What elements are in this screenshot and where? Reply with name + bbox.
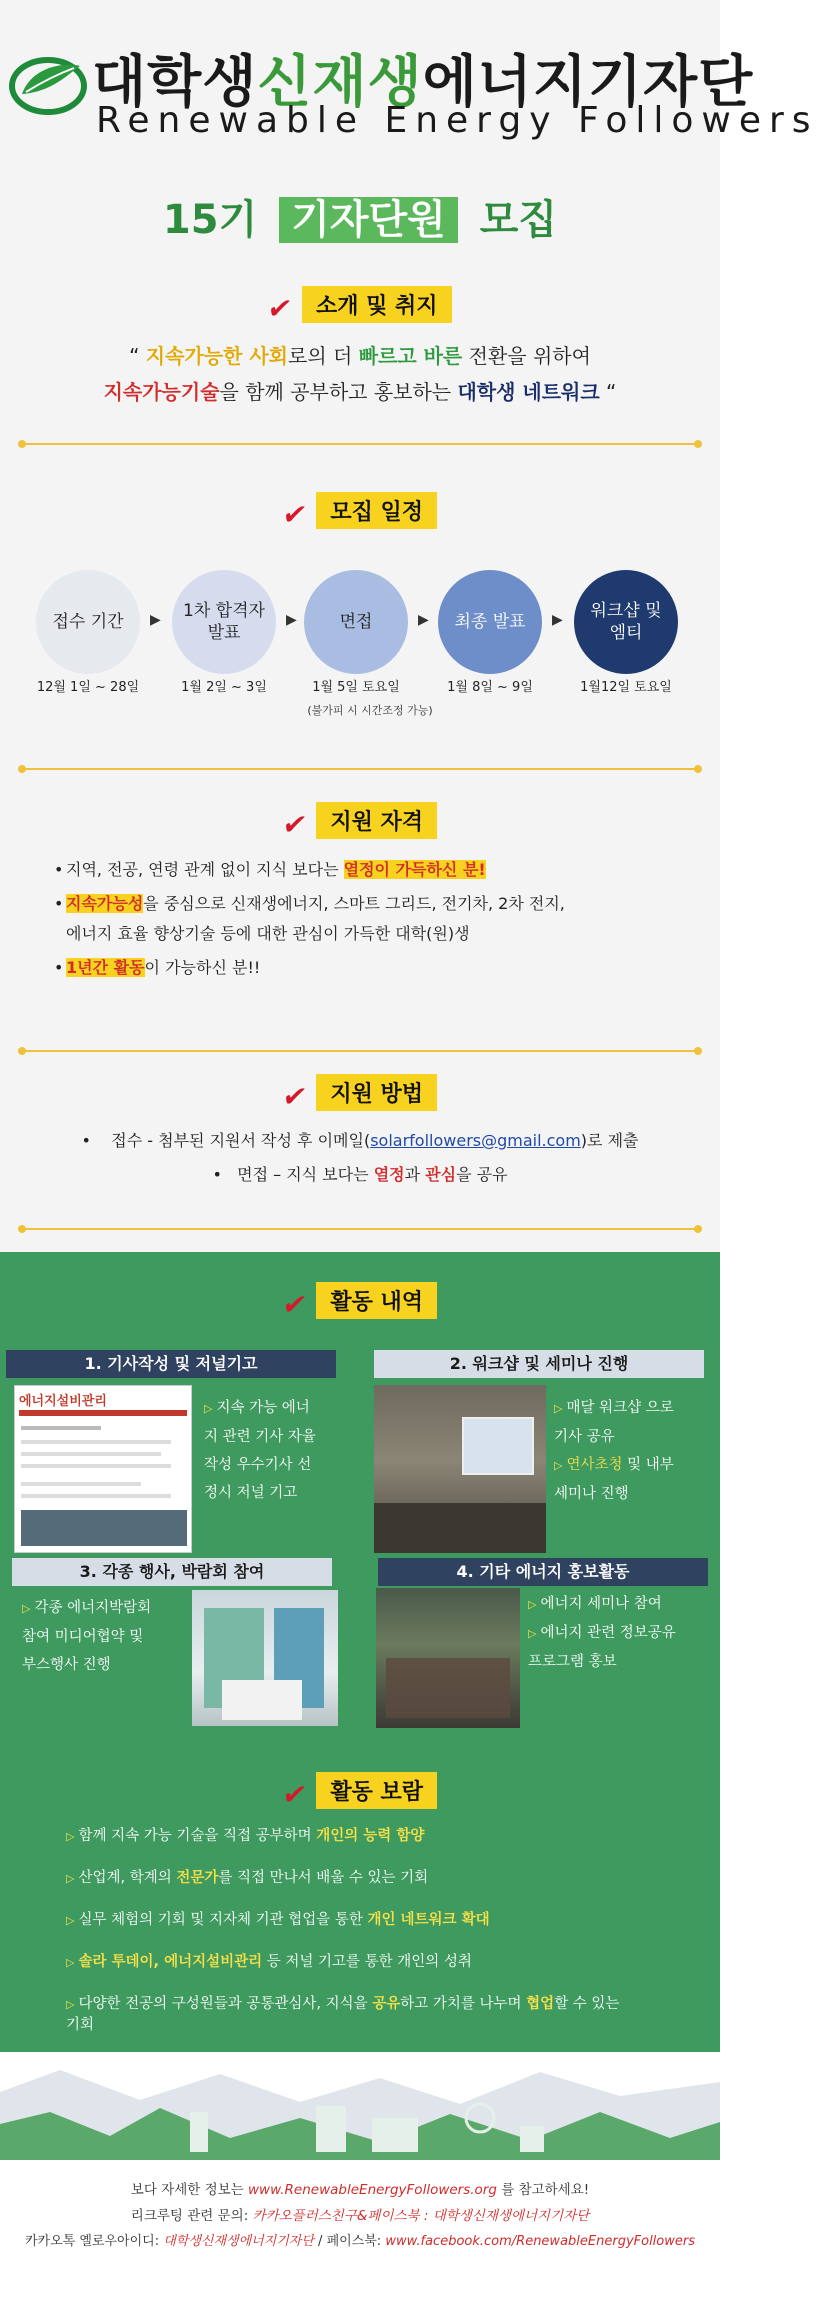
activity-3-text <box>22 1594 151 1679</box>
act1-line-1: 지속 가능 에너 <box>216 1400 310 1416</box>
benefit-3-text: 실무 체험의 기회 및 지자체 기관 협업을 통한 <box>78 1912 368 1928</box>
arrow-right-icon: ▶ <box>552 612 563 628</box>
act1-line-4: 정시 저널 기고 <box>204 1485 298 1501</box>
benefit-4-hl: 솔라 투데이, 에너지설비관리 <box>78 1954 263 1970</box>
recruit-word: 모집 <box>479 197 558 243</box>
footer-text-2: 를 참고하세요! <box>496 2182 590 2198</box>
act2-line-2: 기사 공유 <box>554 1429 615 1445</box>
method-section-title <box>0 1074 720 1113</box>
triangle-bullet-icon: ▷ <box>204 1402 213 1415</box>
arrow-right-icon: ▶ <box>418 612 429 628</box>
activities-title-label: 활동 내역 <box>316 1282 437 1319</box>
benefit-4-text: 등 저널 기고를 통한 개인의 성취 <box>262 1954 472 1970</box>
benefit-1-text: 함께 지속 가능 기술을 직접 공부하며 <box>78 1828 317 1844</box>
benefit-5: ▷ 다양한 전공의 구성원들과 공통관심사, 지식을 공유하고 가치를 나누며 협업할 수 있는 기회 <box>66 1996 620 2033</box>
triangle-bullet-icon: ▷ <box>22 1602 31 1615</box>
quote-close: “ <box>599 380 617 404</box>
act2-hl: 연사초청 <box>566 1457 623 1473</box>
method-text-4: 과 <box>404 1165 426 1184</box>
recruit-headline <box>0 188 720 245</box>
checkmark-icon: ✔ <box>280 1080 310 1113</box>
schedule-date-5: 1월12일 토요일 <box>580 680 672 695</box>
qualification-item-2: • 지속가능성을 중심으로 신재생에너지, 스마트 그리드, 전기차, 2차 전지, <box>54 894 565 913</box>
benefit-2-hl: 전문가 <box>176 1870 219 1886</box>
title-part-3: 에너지기자단 <box>422 50 754 115</box>
method-text-1: 접수 - 첨부된 지원서 작성 후 이메일( <box>111 1131 371 1150</box>
footer-line-3 <box>0 2230 720 2249</box>
activity-1-header: 1. 기사작성 및 저널기고 <box>6 1350 336 1378</box>
schedule-step-5: 워크샵 및 엠티 <box>574 570 678 674</box>
footer-line-2 <box>0 2204 720 2224</box>
act3-line-3: 부스행사 진행 <box>22 1657 111 1673</box>
intro-hl-3: 지속가능기술 <box>103 380 220 404</box>
act3-line-2: 참여 미디어협약 및 <box>22 1629 144 1645</box>
benefit-3: ▷ 실무 체험의 기회 및 지자체 기관 협업을 통한 개인 네트워크 확대 <box>66 1912 490 1928</box>
footer-text-4: 카카오톡 옐로우아이디: <box>24 2234 164 2249</box>
recruit-box: 기자단원 <box>279 197 458 243</box>
email-link[interactable]: solarfollowers@gmail.com <box>370 1131 581 1150</box>
triangle-bullet-icon: ▷ <box>528 1598 537 1611</box>
benefits-title-label: 활동 보람 <box>316 1772 437 1809</box>
activity-2-text <box>554 1394 674 1508</box>
act2-line-3: 및 내부 <box>622 1457 674 1473</box>
section-divider <box>22 1050 698 1052</box>
city-skyline-illustration <box>0 2052 720 2160</box>
leaf-logo-icon <box>8 52 88 116</box>
method-title-label: 지원 방법 <box>316 1074 437 1111</box>
checkmark-icon: ✔ <box>280 1778 310 1811</box>
qual-text-2: 을 중심으로 신재생에너지, 스마트 그리드, 전기차, 2차 전지, <box>143 894 565 913</box>
title-part-1: 대학생 <box>92 50 258 115</box>
website-link[interactable]: www.RenewableEnergyFollowers.org <box>248 2182 497 2198</box>
section-divider <box>22 1228 698 1230</box>
qualification-item-3: • 1년간 활동이 가능하신 분!! <box>54 958 261 977</box>
section-divider <box>22 443 698 445</box>
activity-3-header: 3. 각종 행사, 박람회 참여 <box>12 1558 332 1586</box>
schedule-date-4: 1월 8일 ~ 9일 <box>447 680 533 695</box>
recruit-number: 15기 <box>162 197 258 243</box>
method-hl-2: 관심 <box>425 1165 457 1184</box>
act1-line-3: 작성 우수기사 선 <box>204 1457 312 1473</box>
benefit-3-hl: 개인 네트워크 확대 <box>367 1912 490 1928</box>
checkmark-icon: ✔ <box>265 292 295 325</box>
exhibition-photo <box>192 1590 338 1726</box>
activity-4-header: 4. 기타 에너지 홍보활동 <box>378 1558 708 1586</box>
title-part-2: 신재생 <box>257 50 423 115</box>
benefit-5-text-b: 하고 가치를 나누며 <box>400 1996 527 2012</box>
benefit-5-text: 다양한 전공의 구성원들과 공통관심사, 지식을 <box>78 1996 373 2012</box>
qualification-item-2b: 에너지 효율 향상기술 등에 대한 관심이 가득한 대학(원)생 <box>66 924 470 943</box>
kakao-id: 대학생신재생에너지기자단 <box>163 2234 314 2249</box>
intro-text-2: 전환을 위하여 <box>462 344 591 368</box>
schedule-step-4: 최종 발표 <box>438 570 542 674</box>
intro-text-1: 로의 더 <box>288 344 359 368</box>
activities-section-title <box>0 1282 720 1321</box>
schedule-date-2: 1월 2일 ~ 3일 <box>181 680 267 695</box>
poster-title-english: Renewable Energy Followers <box>96 100 819 141</box>
footer-line-1 <box>0 2178 720 2198</box>
intro-section-title <box>0 286 720 325</box>
method-hl-1: 열정 <box>373 1165 405 1184</box>
activity-1-text <box>204 1394 316 1507</box>
footer-text-1: 보다 자세한 정보는 <box>130 2182 248 2198</box>
checkmark-icon: ✔ <box>280 808 310 841</box>
act2-line-1: 매달 워크샵 으로 <box>566 1400 674 1416</box>
intro-title-label: 소개 및 취지 <box>302 286 452 323</box>
act2-line-4: 세미나 진행 <box>554 1486 629 1502</box>
intro-hl-2: 빠르고 바른 <box>358 344 463 368</box>
section-divider <box>22 768 698 770</box>
activity-4-text <box>528 1590 676 1676</box>
schedule-step-2: 1차 합격자 발표 <box>172 570 276 674</box>
benefit-1-hl: 개인의 능력 함양 <box>316 1828 425 1844</box>
triangle-bullet-icon: ▷ <box>554 1402 563 1415</box>
benefit-1: ▷ 함께 지속 가능 기술을 직접 공부하며 개인의 능력 함양 <box>66 1828 425 1844</box>
schedule-note: (불가피 시 시간조정 가능) <box>307 704 433 717</box>
footer-text-3: 리크루팅 관련 문의: <box>130 2208 253 2224</box>
act4-line-1: 에너지 세미나 참여 <box>540 1596 662 1612</box>
benefit-2-text-b: 를 직접 만나서 배울 수 있는 기회 <box>218 1870 429 1886</box>
workshop-photo <box>374 1385 546 1553</box>
method-line-2: • 면접 – 지식 보다는 열정과 관심을 공유 <box>212 1165 508 1184</box>
qual-hl-2: 지속가능성 <box>66 894 144 913</box>
intro-hl-4: 대학생 네트워크 <box>457 380 600 404</box>
schedule-title-label: 모집 일정 <box>316 492 437 529</box>
qual-text-1: 지역, 전공, 연령 관계 없이 지식 보다는 <box>66 860 344 879</box>
checkmark-icon: ✔ <box>280 1288 310 1321</box>
activity-2-header: 2. 워크샵 및 세미나 진행 <box>374 1350 704 1378</box>
benefit-5-hl-2: 협업 <box>526 1996 555 2012</box>
qual-hl-1: 열정이 가득하신 분! <box>343 860 486 879</box>
act4-line-3: 프로그램 홍보 <box>528 1654 617 1670</box>
benefit-5-text-c: 할 수 있는 <box>554 1996 620 2012</box>
intro-hl-1: 지속가능한 사회 <box>145 344 288 368</box>
footer-text-5: / 페이스북: <box>313 2234 386 2249</box>
arrow-right-icon: ▶ <box>150 612 161 628</box>
schedule-step-3: 면접 <box>304 570 408 674</box>
qualification-title-label: 지원 자격 <box>316 802 437 839</box>
act4-line-2: 에너지 관련 정보공유 <box>540 1625 676 1641</box>
quote-open: “ <box>129 344 146 368</box>
benefit-5-text-d: 기회 <box>66 2017 95 2033</box>
benefit-4: ▷ 솔라 투데이, 에너지설비관리 등 저널 기고를 통한 개인의 성취 <box>66 1954 472 1970</box>
facebook-link[interactable]: www.facebook.com/RenewableEnergyFollowers <box>385 2234 695 2249</box>
method-text-3: 면접 – 지식 보다는 <box>237 1165 374 1184</box>
promotion-photo <box>376 1588 520 1728</box>
method-text-5: 을 공유 <box>456 1165 508 1184</box>
schedule-section-title <box>0 492 720 531</box>
method-text-2: )로 제출 <box>580 1131 639 1150</box>
method-line-1: • 접수 - 첨부된 지원서 작성 후 이메일(solarfollowers@gmail.com)로 제출 <box>81 1131 639 1150</box>
act3-line-1: 각종 에너지박람회 <box>34 1600 152 1616</box>
intro-line-1 <box>0 338 720 374</box>
triangle-bullet-icon: ▷ <box>528 1627 537 1640</box>
schedule-step-1: 접수 기간 <box>36 570 140 674</box>
triangle-bullet-icon: ▷ <box>554 1459 563 1472</box>
schedule-date-3: 1월 5일 토요일 <box>312 680 400 695</box>
journal-image <box>14 1385 192 1553</box>
benefit-2: ▷ 산업계, 학계의 전문가를 직접 만나서 배울 수 있는 기회 <box>66 1870 429 1886</box>
benefit-2-text: 산업계, 학계의 <box>78 1870 177 1886</box>
act1-line-2: 지 관련 기사 자율 <box>204 1429 316 1445</box>
qualification-item-1: • 지역, 전공, 연령 관계 없이 지식 보다는 열정이 가득하신 분! <box>54 860 486 879</box>
schedule-date-1: 12월 1일 ~ 28일 <box>36 680 140 695</box>
intro-line-2 <box>0 374 720 410</box>
qualification-section-title <box>0 802 720 841</box>
contact-channels: 카카오플러스친구&페이스북 : 대학생신재생에너지기자단 <box>252 2208 590 2224</box>
journal-image-title: 에너지설비관리 <box>19 1394 107 1409</box>
qual-hl-3: 1년간 활동 <box>66 958 145 977</box>
arrow-right-icon: ▶ <box>286 612 297 628</box>
intro-text-3: 을 함께 공부하고 홍보하는 <box>219 380 458 404</box>
qual-text-3: 이 가능하신 분!! <box>144 958 261 977</box>
benefit-5-hl-1: 공유 <box>372 1996 401 2012</box>
checkmark-icon: ✔ <box>280 498 310 531</box>
benefits-section-title <box>0 1772 720 1811</box>
